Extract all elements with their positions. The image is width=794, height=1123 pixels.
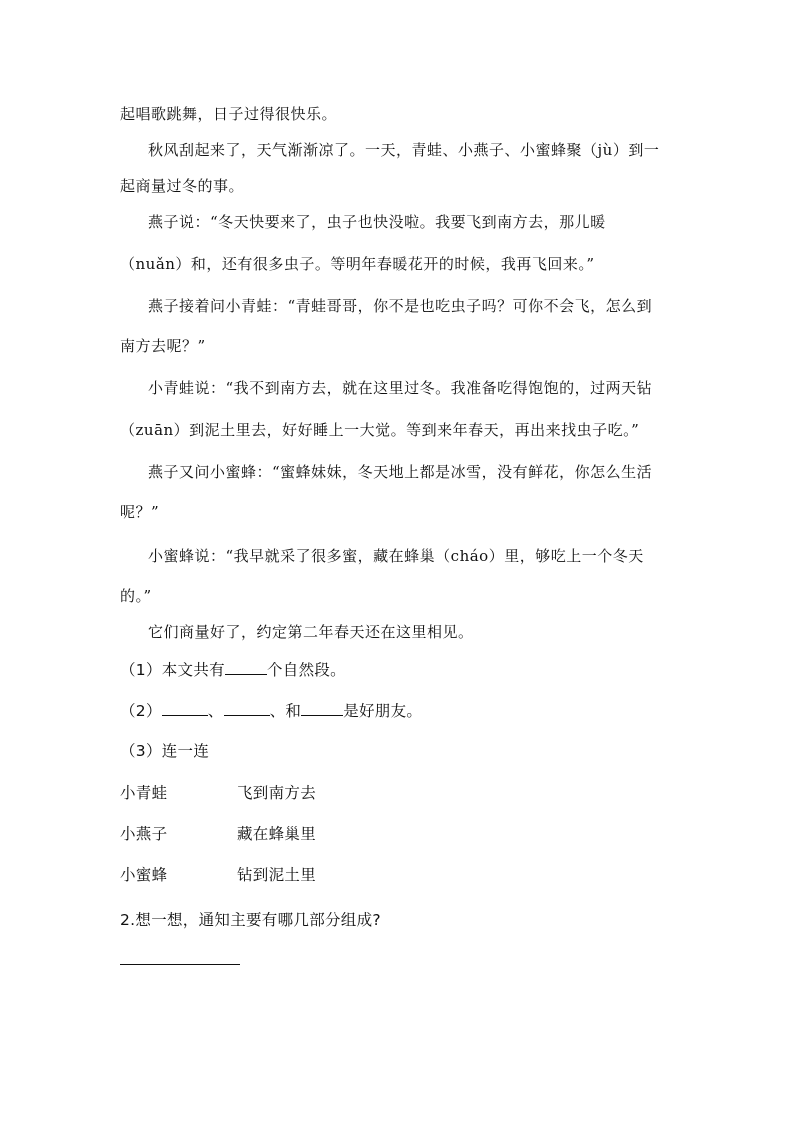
story-paragraph-3-line-2: （nuǎn）和，还有很多虫子。等明年春暖花开的时候，我再飞回来。”: [120, 255, 595, 273]
question-1-suffix: 个自然段。: [266, 661, 346, 679]
story-paragraph-7-line-1: 小蜜蜂说：“我早就采了很多蜜，藏在蜂巢（cháo）里，够吃上一个冬天: [148, 547, 644, 565]
story-paragraph-5-line-2: （zuān）到泥土里去，好好睡上一大觉。等到来年春天，再出来找虫子吃。”: [120, 421, 640, 439]
story-paragraph-6-line-2: 呢？”: [120, 503, 160, 521]
match-left-item[interactable]: 小青蛙: [120, 784, 168, 802]
question-1-prefix: （1）本文共有: [120, 661, 225, 679]
story-paragraph-6-line-1: 燕子又问小蜜蜂：“蜜蜂妹妹，冬天地上都是冰雪，没有鲜花，你怎么生活: [148, 463, 653, 481]
question-2-suffix: 是好朋友。: [343, 702, 423, 720]
story-paragraph-4-line-1: 燕子接着问小青蛙：“青蛙哥哥，你不是也吃虫子吗？可你不会飞，怎么到: [148, 297, 653, 315]
story-paragraph-2-line-1: 秋风刮起来了，天气渐渐凉了。一天，青蛙、小燕子、小蜜蜂聚（jù）到一: [148, 141, 660, 159]
story-paragraph-8: 它们商量好了，约定第二年春天还在这里相见。: [148, 623, 474, 641]
story-paragraph-5-line-1: 小青蛙说：“我不到南方去，就在这里过冬。我准备吃得饱饱的，过两天钻: [148, 379, 653, 397]
question-2-heading: 2.想一想，通知主要有哪几部分组成?: [120, 911, 381, 929]
question-3: （3）连一连: [120, 742, 210, 760]
question-1-answer-blank[interactable]: [225, 660, 267, 675]
match-right-item[interactable]: 钻到泥土里: [237, 866, 317, 884]
story-paragraph-4-line-2: 南方去呢？”: [120, 337, 206, 355]
answer-line[interactable]: [120, 964, 240, 965]
match-left-item[interactable]: 小燕子: [120, 825, 168, 843]
question-2: [120, 701, 422, 721]
question-2-separator-1: 、: [207, 702, 224, 720]
story-paragraph-3-line-1: 燕子说：“冬天快要来了，虫子也快没啦。我要飞到南方去，那儿暖: [148, 213, 606, 231]
question-2-separator-2: 、和: [269, 702, 302, 720]
question-1: [120, 660, 346, 680]
story-paragraph-1-tail: 起唱歌跳舞，日子过得很快乐。: [120, 105, 338, 123]
match-right-item[interactable]: 飞到南方去: [237, 784, 317, 802]
story-paragraph-7-line-2: 的。”: [120, 587, 152, 605]
question-2-answer-blank-2[interactable]: [224, 701, 270, 716]
question-2-answer-blank-3[interactable]: [301, 701, 343, 716]
story-paragraph-2-line-2: 起商量过冬的事。: [120, 177, 245, 195]
question-2-prefix: （2）: [120, 702, 162, 720]
match-left-item[interactable]: 小蜜蜂: [120, 866, 168, 884]
match-right-item[interactable]: 藏在蜂巢里: [237, 825, 317, 843]
question-2-answer-blank-1[interactable]: [162, 701, 208, 716]
